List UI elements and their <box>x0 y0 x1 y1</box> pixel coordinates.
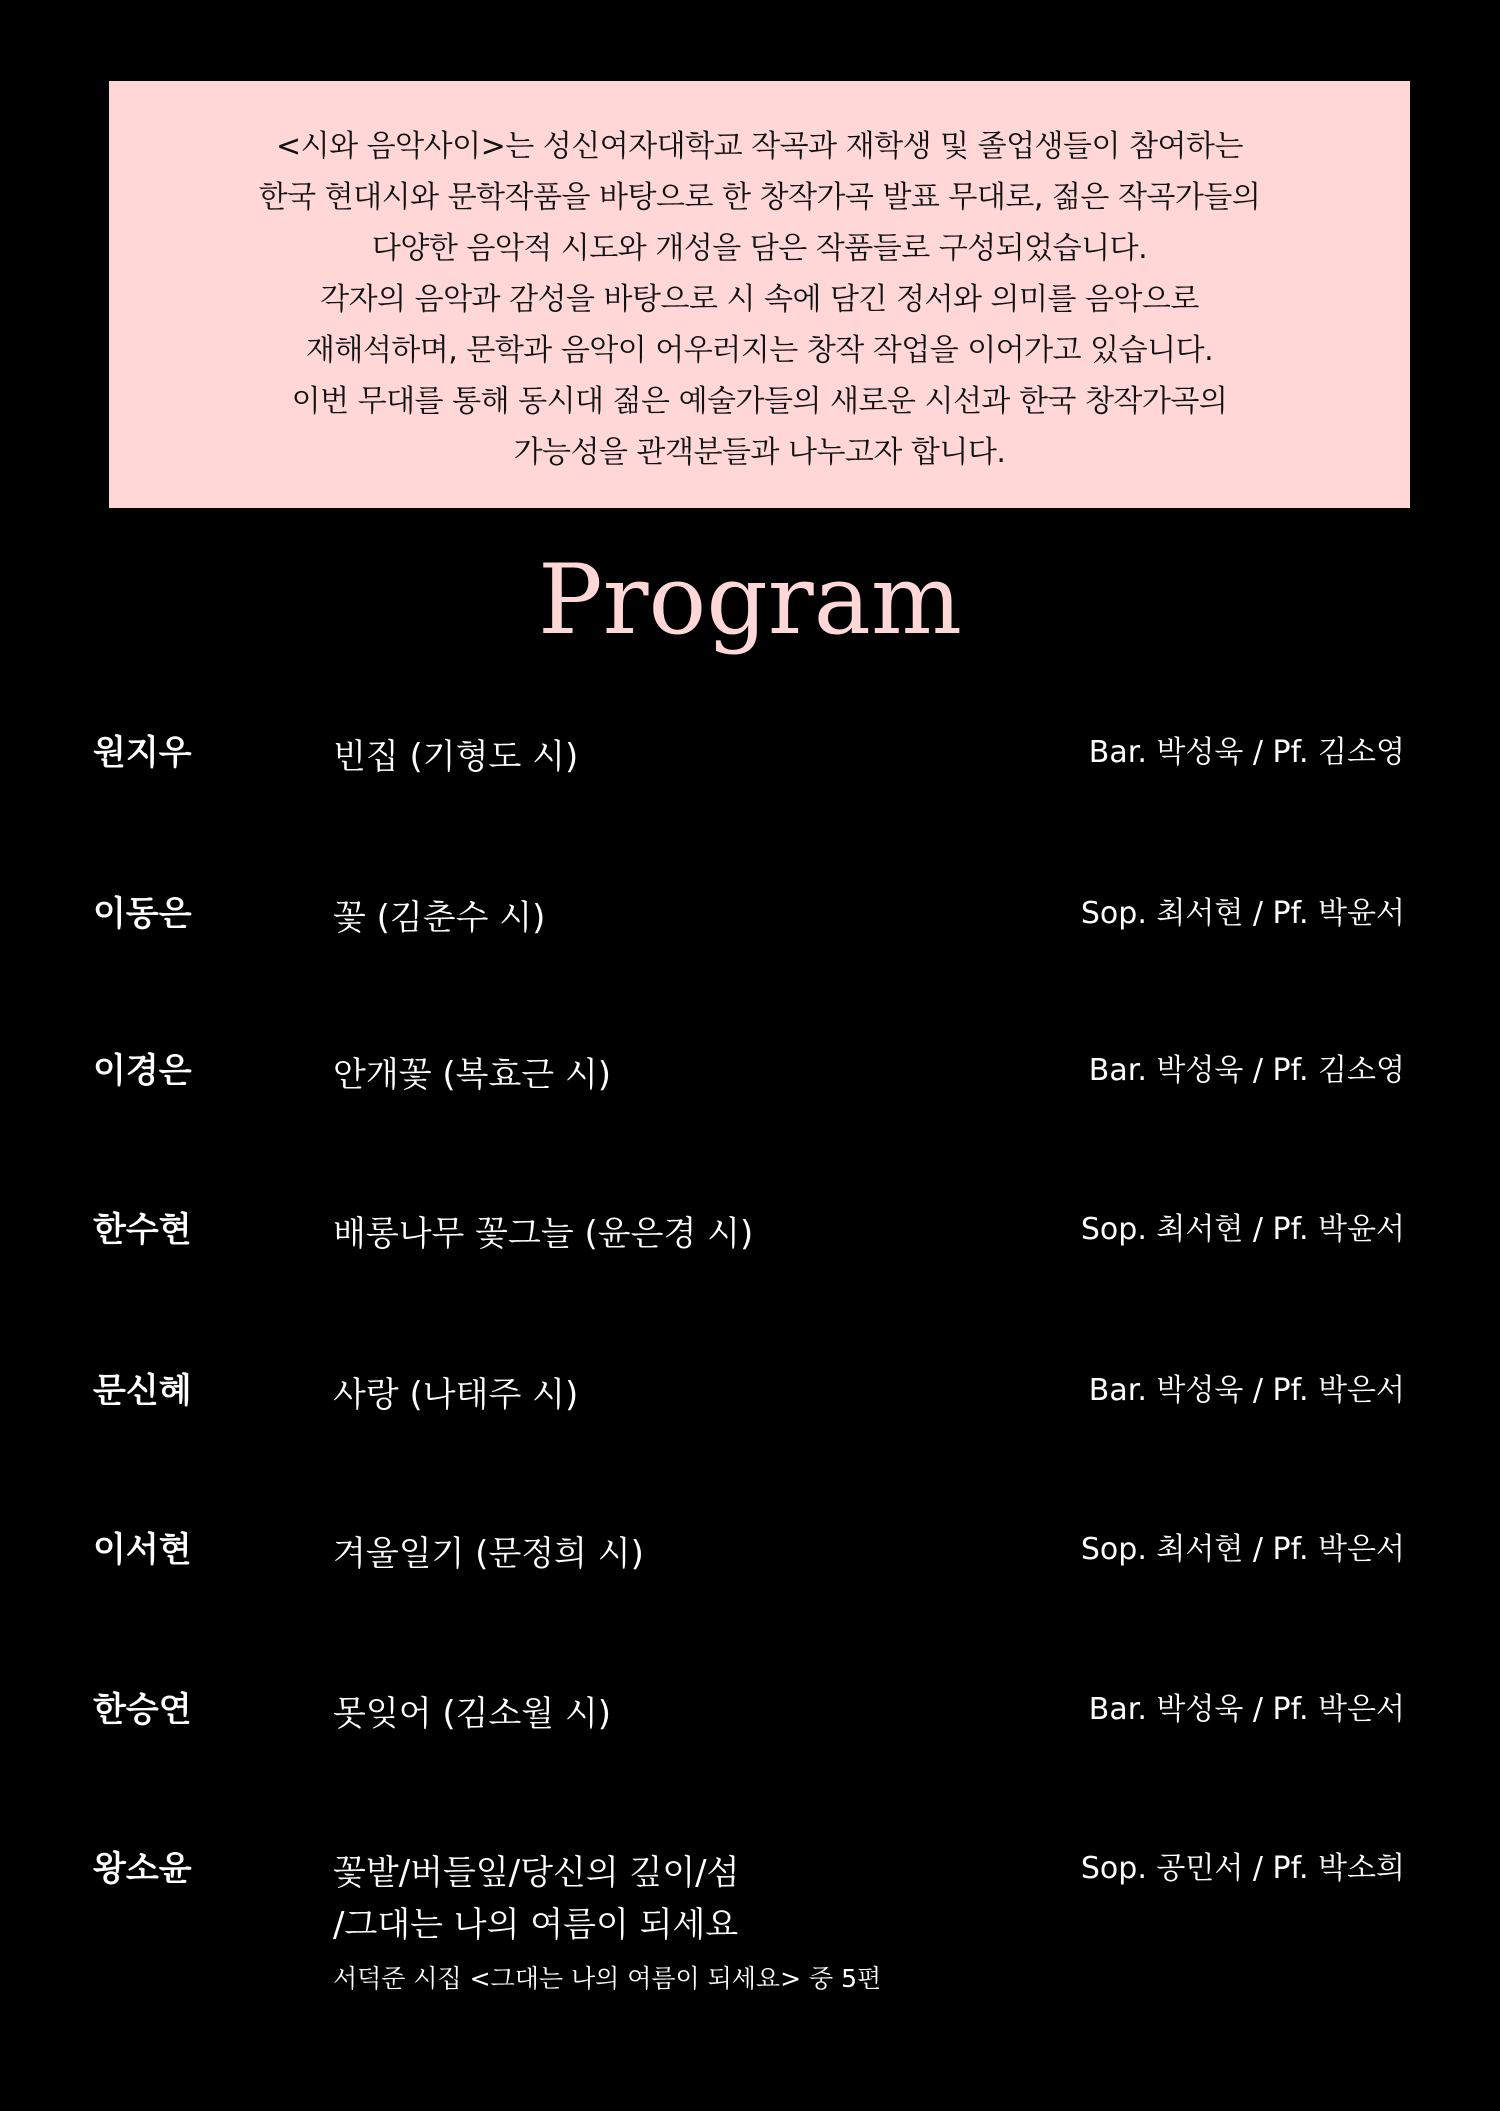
work-title: 못잊어 (김소월 시) <box>333 1694 612 1734</box>
work-title: 배롱나무 꽃그늘 (윤은경 시) <box>333 1214 754 1254</box>
work-title: 꽃 (김춘수 시) <box>333 898 546 938</box>
work-title: 겨울일기 (문정희 시) <box>333 1534 644 1574</box>
composer-name: 한수현 <box>93 1210 192 1250</box>
intro-line: 이번 무대를 통해 동시대 젊은 예술가들의 새로운 시선과 한국 창작가곡의 <box>291 384 1228 419</box>
composer-name: 왕소윤 <box>93 1849 192 1889</box>
composer-name: 원지우 <box>93 733 192 773</box>
composer-name: 이서현 <box>93 1530 192 1570</box>
work-title: 안개꽃 (복효근 시) <box>333 1055 612 1095</box>
intro-line: 다양한 음악적 시도와 개성을 담은 작품들로 구성되었습니다. <box>371 231 1148 266</box>
composer-name: 문신혜 <box>93 1371 192 1411</box>
performers: Sop. 최서현 / Pf. 박은서 <box>1080 1532 1405 1567</box>
work-note: 서덕준 시집 <그대는 나의 여름이 되세요> 중 5편 <box>333 1964 882 1993</box>
performers: Sop. 최서현 / Pf. 박윤서 <box>1080 896 1405 931</box>
intro-line: 각자의 음악과 감성을 바탕으로 시 속에 담긴 정서와 의미를 음악으로 <box>320 282 1199 317</box>
intro-box <box>109 81 1410 508</box>
performers: Bar. 박성욱 / Pf. 박은서 <box>1088 1373 1405 1408</box>
performers: Bar. 박성욱 / Pf. 김소영 <box>1088 1053 1405 1088</box>
composer-name: 한승연 <box>93 1690 192 1730</box>
program-title: Program <box>538 544 962 656</box>
composer-name: 이동은 <box>93 894 192 934</box>
composer-name: 이경은 <box>93 1051 192 1091</box>
work-title: 꽃밭/버들잎/당신의 깊이/섬 <box>333 1853 740 1893</box>
performers: Sop. 최서현 / Pf. 박윤서 <box>1080 1212 1405 1247</box>
performers: Bar. 박성욱 / Pf. 박은서 <box>1088 1692 1405 1727</box>
work-title: 빈집 (기형도 시) <box>333 737 579 777</box>
work-title-continued: /그대는 나의 여름이 되세요 <box>333 1905 739 1945</box>
performers: Sop. 공민서 / Pf. 박소희 <box>1080 1851 1405 1886</box>
intro-line: 가능성을 관객분들과 나누고자 합니다. <box>513 435 1006 470</box>
intro-line: <시와 음악사이>는 성신여자대학교 작곡과 재학생 및 졸업생들이 참여하는 <box>276 129 1243 164</box>
intro-line: 한국 현대시와 문학작품을 바탕으로 한 창작가곡 발표 무대로, 젊은 작곡가들의 <box>258 180 1261 215</box>
performers: Bar. 박성욱 / Pf. 김소영 <box>1088 735 1405 770</box>
work-title: 사랑 (나태주 시) <box>333 1375 579 1415</box>
intro-line: 재해석하며, 문학과 음악이 어우러지는 창작 작업을 이어가고 있습니다. <box>305 333 1214 368</box>
